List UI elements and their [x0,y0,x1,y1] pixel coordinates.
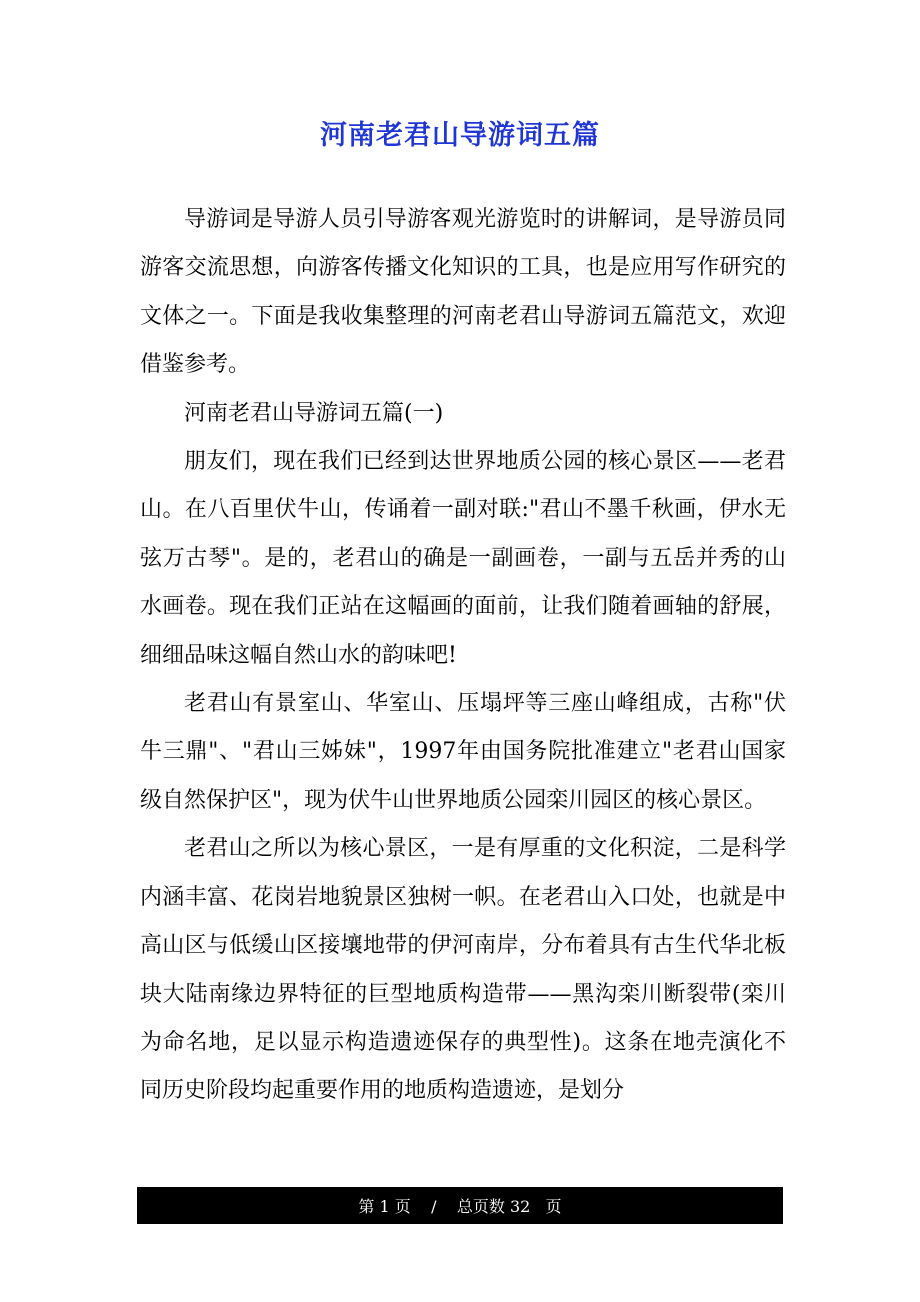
page-footer [137,1187,783,1224]
body-paragraph: 老君山之所以为核心景区，一是有厚重的文化积淀，二是科学内涵丰富、花岗岩地貌景区独树一帜。在老君山入口处，也就是中高山区与低缓山区接壤地带的伊河南岸，分布着具有古生代华北板块大陆南缘边界特征的巨型地质构造带——黑沟栾川断裂带(栾川为命名地，足以显示构造遗迹保存的典型性)。这条在地壳演化不同历史阶段均起重要作用的地质构造遗迹，是划分 [140,836,786,1104]
document-title: 河南老君山导游词五篇 [320,120,600,151]
body-paragraph: 老君山有景室山、华室山、压塌坪等三座山峰组成，古称"伏牛三鼎"、"君山三姊妹"，1997年由国务院批准建立"老君山国家级自然保护区"，现为伏牛山世界地质公园栾川园区的核心景区。 [140,691,786,813]
page-number-label: 第 1 页 / 总页数 32 页 [358,1197,562,1216]
body-paragraph: 导游词是导游人员引导游客观光游览时的讲解词，是导游员同游客交流思想，向游客传播文化知识的工具，也是应用写作研究的文体之一。下面是我收集整理的河南老君山导游词五篇范文，欢迎借鉴参考。 [140,207,786,378]
section-heading: 河南老君山导游词五篇(一) [184,400,444,426]
document-body [140,196,786,1116]
body-paragraph: 朋友们，现在我们已经到达世界地质公园的核心景区——老君山。在八百里伏牛山，传诵着一副对联:"君山不墨千秋画，伊水无弦万古琴"。是的，老君山的确是一副画卷，一副与五岳并秀的山水画卷。现在我们正站在这幅画的面前，让我们随着画轴的舒展，细细品味这幅自然山水的韵味吧! [140,449,786,668]
